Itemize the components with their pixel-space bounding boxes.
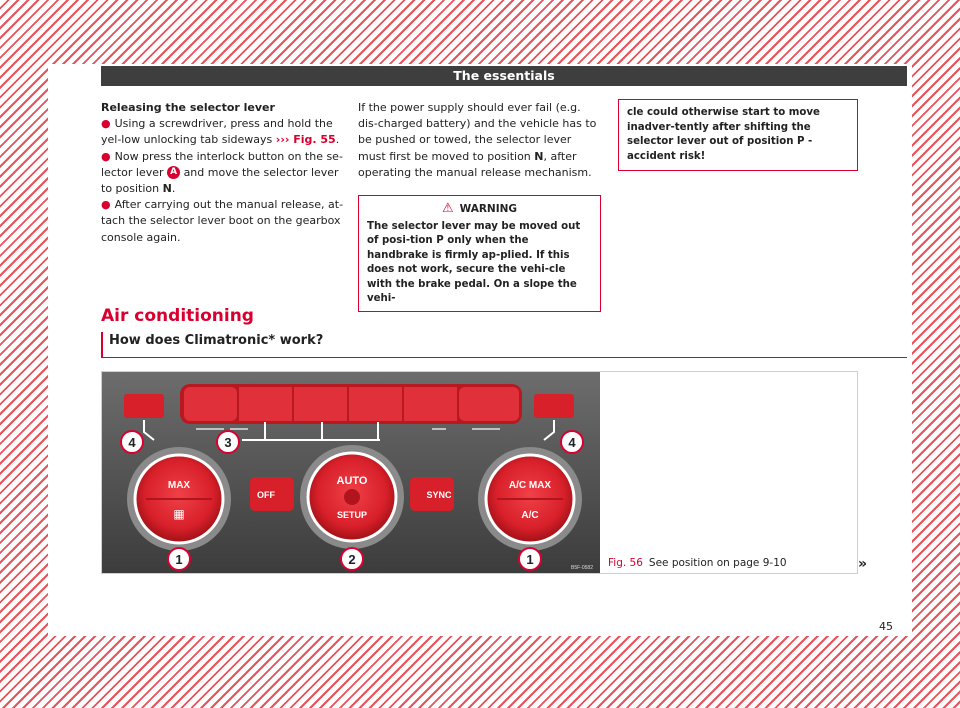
- off-label: OFF: [257, 490, 275, 500]
- knob-center: [344, 489, 360, 505]
- continued-arrow: »: [858, 556, 868, 572]
- bullet-icon: ●: [101, 198, 111, 212]
- subsection-title: How does Climatronic* work?: [101, 332, 907, 358]
- callout-2: [341, 548, 363, 570]
- ventilation-button-2: [294, 387, 347, 421]
- bullet-icon: ●: [101, 117, 111, 131]
- indicator-dash: [432, 428, 446, 430]
- indicator-dash: [472, 428, 500, 430]
- text-column-3: [618, 100, 858, 171]
- figure-label: Fig. 56: [608, 557, 643, 569]
- bullet-icon: ●: [101, 149, 111, 163]
- indicator-dash: [230, 428, 248, 430]
- text-column-1: [101, 100, 346, 246]
- callout-1-right: [519, 548, 541, 570]
- ventilation-button-1: [239, 387, 292, 421]
- max-defrost-label: MAX: [167, 480, 191, 491]
- indicator-dash: [196, 428, 224, 430]
- warning-text: The selector lever may be moved out of posi-tion P only when the handbrake is firmly ap-plied. If this does not work, secure the vehi-cle with the brake pedal. On a slope the vehi-: [367, 220, 581, 305]
- sync-label: SYNC: [426, 490, 452, 500]
- bullet-item: ● Now press the interlock button on the se-lector lever A and move the selector lever to position N.: [101, 149, 343, 196]
- recirculation-button: [404, 387, 457, 421]
- ventilation-button-3: [349, 387, 402, 421]
- svg-text:4: 4: [128, 435, 136, 450]
- climatronic-panel-image: [102, 372, 600, 573]
- svg-text:3: 3: [224, 435, 232, 450]
- subheading: Releasing the selector lever: [101, 101, 275, 114]
- svg-text:4: 4: [568, 435, 576, 450]
- figure-56: [101, 371, 858, 574]
- section-title: Air conditioning: [101, 306, 254, 326]
- svg-text:1: 1: [526, 552, 534, 567]
- warning-heading: ⚠ WARNING: [441, 201, 518, 217]
- page-number: 45: [879, 620, 893, 633]
- bullet-item: ● Using a screwdriver, press and hold the yel-low unlocking tab sideways ››› Fig. 55.: [101, 117, 340, 147]
- warning-triangle-icon: ⚠: [441, 201, 454, 217]
- seat-heat-left-button: [184, 387, 237, 421]
- callout-4-left: [121, 431, 143, 453]
- figure-reference-link[interactable]: ››› Fig. 55: [275, 133, 336, 147]
- callout-4-right: [561, 431, 583, 453]
- rear-defrost-icon: ▦: [173, 507, 185, 521]
- seat-heat-right-button: [459, 387, 519, 421]
- bullet-item: ● After carrying out the manual release, at-tach the selector lever boot on the gearbox console again.: [101, 198, 344, 244]
- setup-label: SETUP: [336, 510, 368, 520]
- manual-page: [48, 64, 912, 636]
- callout-1-left: [168, 548, 190, 570]
- warning-box-continued: cle could otherwise start to move inadver-tently after shifting the selector lever out of position P - accident risk!: [618, 99, 858, 171]
- paragraph: If the power supply should ever fail (e.g. dis-charged battery) and the vehicle has to be pushed or towed, the selector lever must first be moved to position N, after operating the manual release mechanism.: [358, 101, 597, 179]
- image-code: B5F-0582: [571, 565, 593, 571]
- text-column-2: [358, 100, 601, 312]
- auto-label: AUTO: [336, 475, 368, 487]
- right-blank-button: [534, 394, 574, 418]
- svg-text:2: 2: [348, 552, 356, 567]
- callout-3: [217, 431, 239, 453]
- ac-max-label: A/C MAX: [508, 480, 552, 491]
- ac-label: A/C: [521, 510, 539, 521]
- svg-text:1: 1: [175, 552, 183, 567]
- left-blank-button: [124, 394, 164, 418]
- chapter-header: The essentials: [101, 66, 907, 86]
- warning-box: [358, 195, 601, 312]
- marker-a: A: [167, 166, 180, 179]
- figure-caption: Fig. 56 See position on page 9-10: [608, 557, 787, 569]
